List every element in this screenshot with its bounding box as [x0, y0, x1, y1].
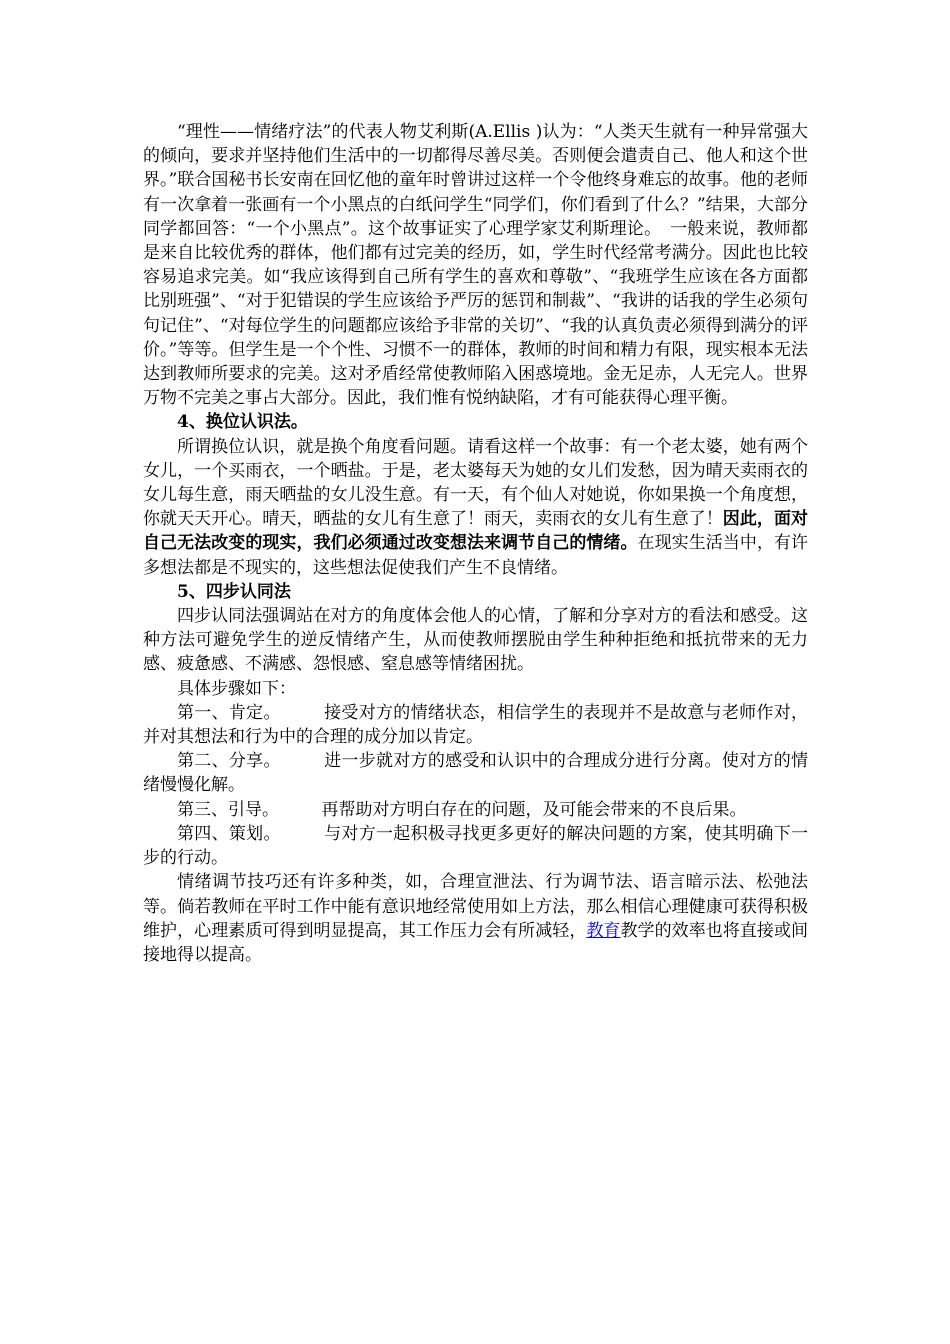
step-text: 再帮助对方明白存在的问题，及可能会带来的不良后果。 [321, 799, 747, 820]
perspective-emphasis-text: 因此，面对自己无法改变的现实，我们必须通过改变想法来调节自己的情绪。 [143, 509, 809, 554]
step-label: 第二、分享。 [177, 751, 273, 772]
paragraph-closing [143, 870, 808, 967]
heading-four-step-method: 5、四步认同法 [177, 581, 291, 602]
perspective-story-text: 所谓换位认识，就是换个角度看问题。请看这样一个故事：有一个老太婆，她有两个女儿，一个买雨衣，一个晒盐。于是，老太婆每天为她的女儿们发愁，因为晴天卖雨衣的女儿每生意，雨天晒盐的女儿没生意。有一天，有个仙人对她说，你如果换一个角度想，你就天天开心。晴天，晒盐的女儿有生意了！雨天，卖雨衣的女儿有生意了！ [143, 436, 808, 530]
step-label: 第三、引导。 [177, 799, 271, 820]
paragraph-four-step-method: 四步认同法强调站在对方的角度体会他人的心情，了解和分享对方的看法和感受。这种方法可避免学生的逆反情绪产生，从而使教师摆脱由学生种种拒绝和抵抗带来的无力感、疲惫感、不满感、怨恨感、窒息感等情绪困扰。 [143, 606, 808, 675]
document-page [143, 120, 808, 967]
step-item [143, 749, 808, 797]
step-label: 第一、肯定。 [177, 702, 273, 723]
steps-intro: 具体步骤如下： [177, 678, 296, 699]
perspective-tail-text: 在现实生活当中，有许多想法都是不现实的，这些想法促使我们产生不良情绪。 [143, 533, 809, 578]
step-text: 进一步就对方的感受和认识中的合理成分进行分离。使对方的情绪慢慢化解。 [143, 751, 808, 796]
heading-perspective-method: 4、换位认识法。 [177, 412, 308, 433]
education-link[interactable]: 教育 [586, 920, 621, 941]
closing-text-before-link: 情绪调节技巧还有许多种类，如，合理宣泄法、行为调节法、语言暗示法、松弛法等。倘若教师在平时工作中能有意识地经常使用如上方法，那么相信心理健康可获得积极维护，心理素质可得到明显提高，其工作压力会有所减轻， [143, 872, 808, 941]
step-text: 接受对方的情绪状态，相信学生的表现并不是故意与老师作对，并对其想法和行为中的合理的成分加以肯定。 [143, 702, 808, 748]
step-item [143, 822, 808, 870]
step-label: 第四、策划。 [177, 823, 273, 844]
paragraph-perspective-method [143, 435, 808, 580]
closing-text-after-link: 教学的效率也将直接或间接地得以提高。 [143, 920, 809, 965]
paragraph-ellis: “理性——情绪疗法”的代表人物艾利斯(A.Ellis )认为：“人类天生就有一种异常强大的倾向，要求并坚持他们生活中的一切都得尽善尽美。否则便会遣责自己、他人和这个世界。”联合国秘书长安南在回忆他的童年时曾讲过这样一个令他终身难忘的故事。他的老师有一次拿着一张画有一个小黑点的白纸问学生“同学们，你们看到了什么？”结果，大部分同学都回答：“一个小黑点”。这个故事证实了心理学家艾利斯理论。 一般来说，教师都是来自比较优秀的群体，他们都有过完美的经历，如，学生时代经常考满分。因此也比较容易追求完美。如“我应该得到自己所有学生的喜欢和尊敬”、“我班学生应该在各方面都比别班强”、“对于犯错误的学生应该给予严厉的惩罚和制裁”、“我讲的话我的学生必须句句记住”、“对每位学生的问题都应该给予非常的关切”、“我的认真负责必须得到满分的评价。”等等。但学生是一个个性、习惯不一的群体，教师的时间和精力有限，现实根本无法达到教师所要求的完美。这对矛盾经常使教师陷入困惑境地。金无足赤，人无完人。世界万物不完美之事占大部分。因此，我们惟有悦纳缺陷，才有可能获得心理平衡。 [143, 122, 808, 409]
step-text: 与对方一起积极寻找更多更好的解决问题的方案，使其明确下一步的行动。 [143, 823, 808, 869]
step-item [143, 701, 808, 749]
step-item [143, 798, 808, 822]
